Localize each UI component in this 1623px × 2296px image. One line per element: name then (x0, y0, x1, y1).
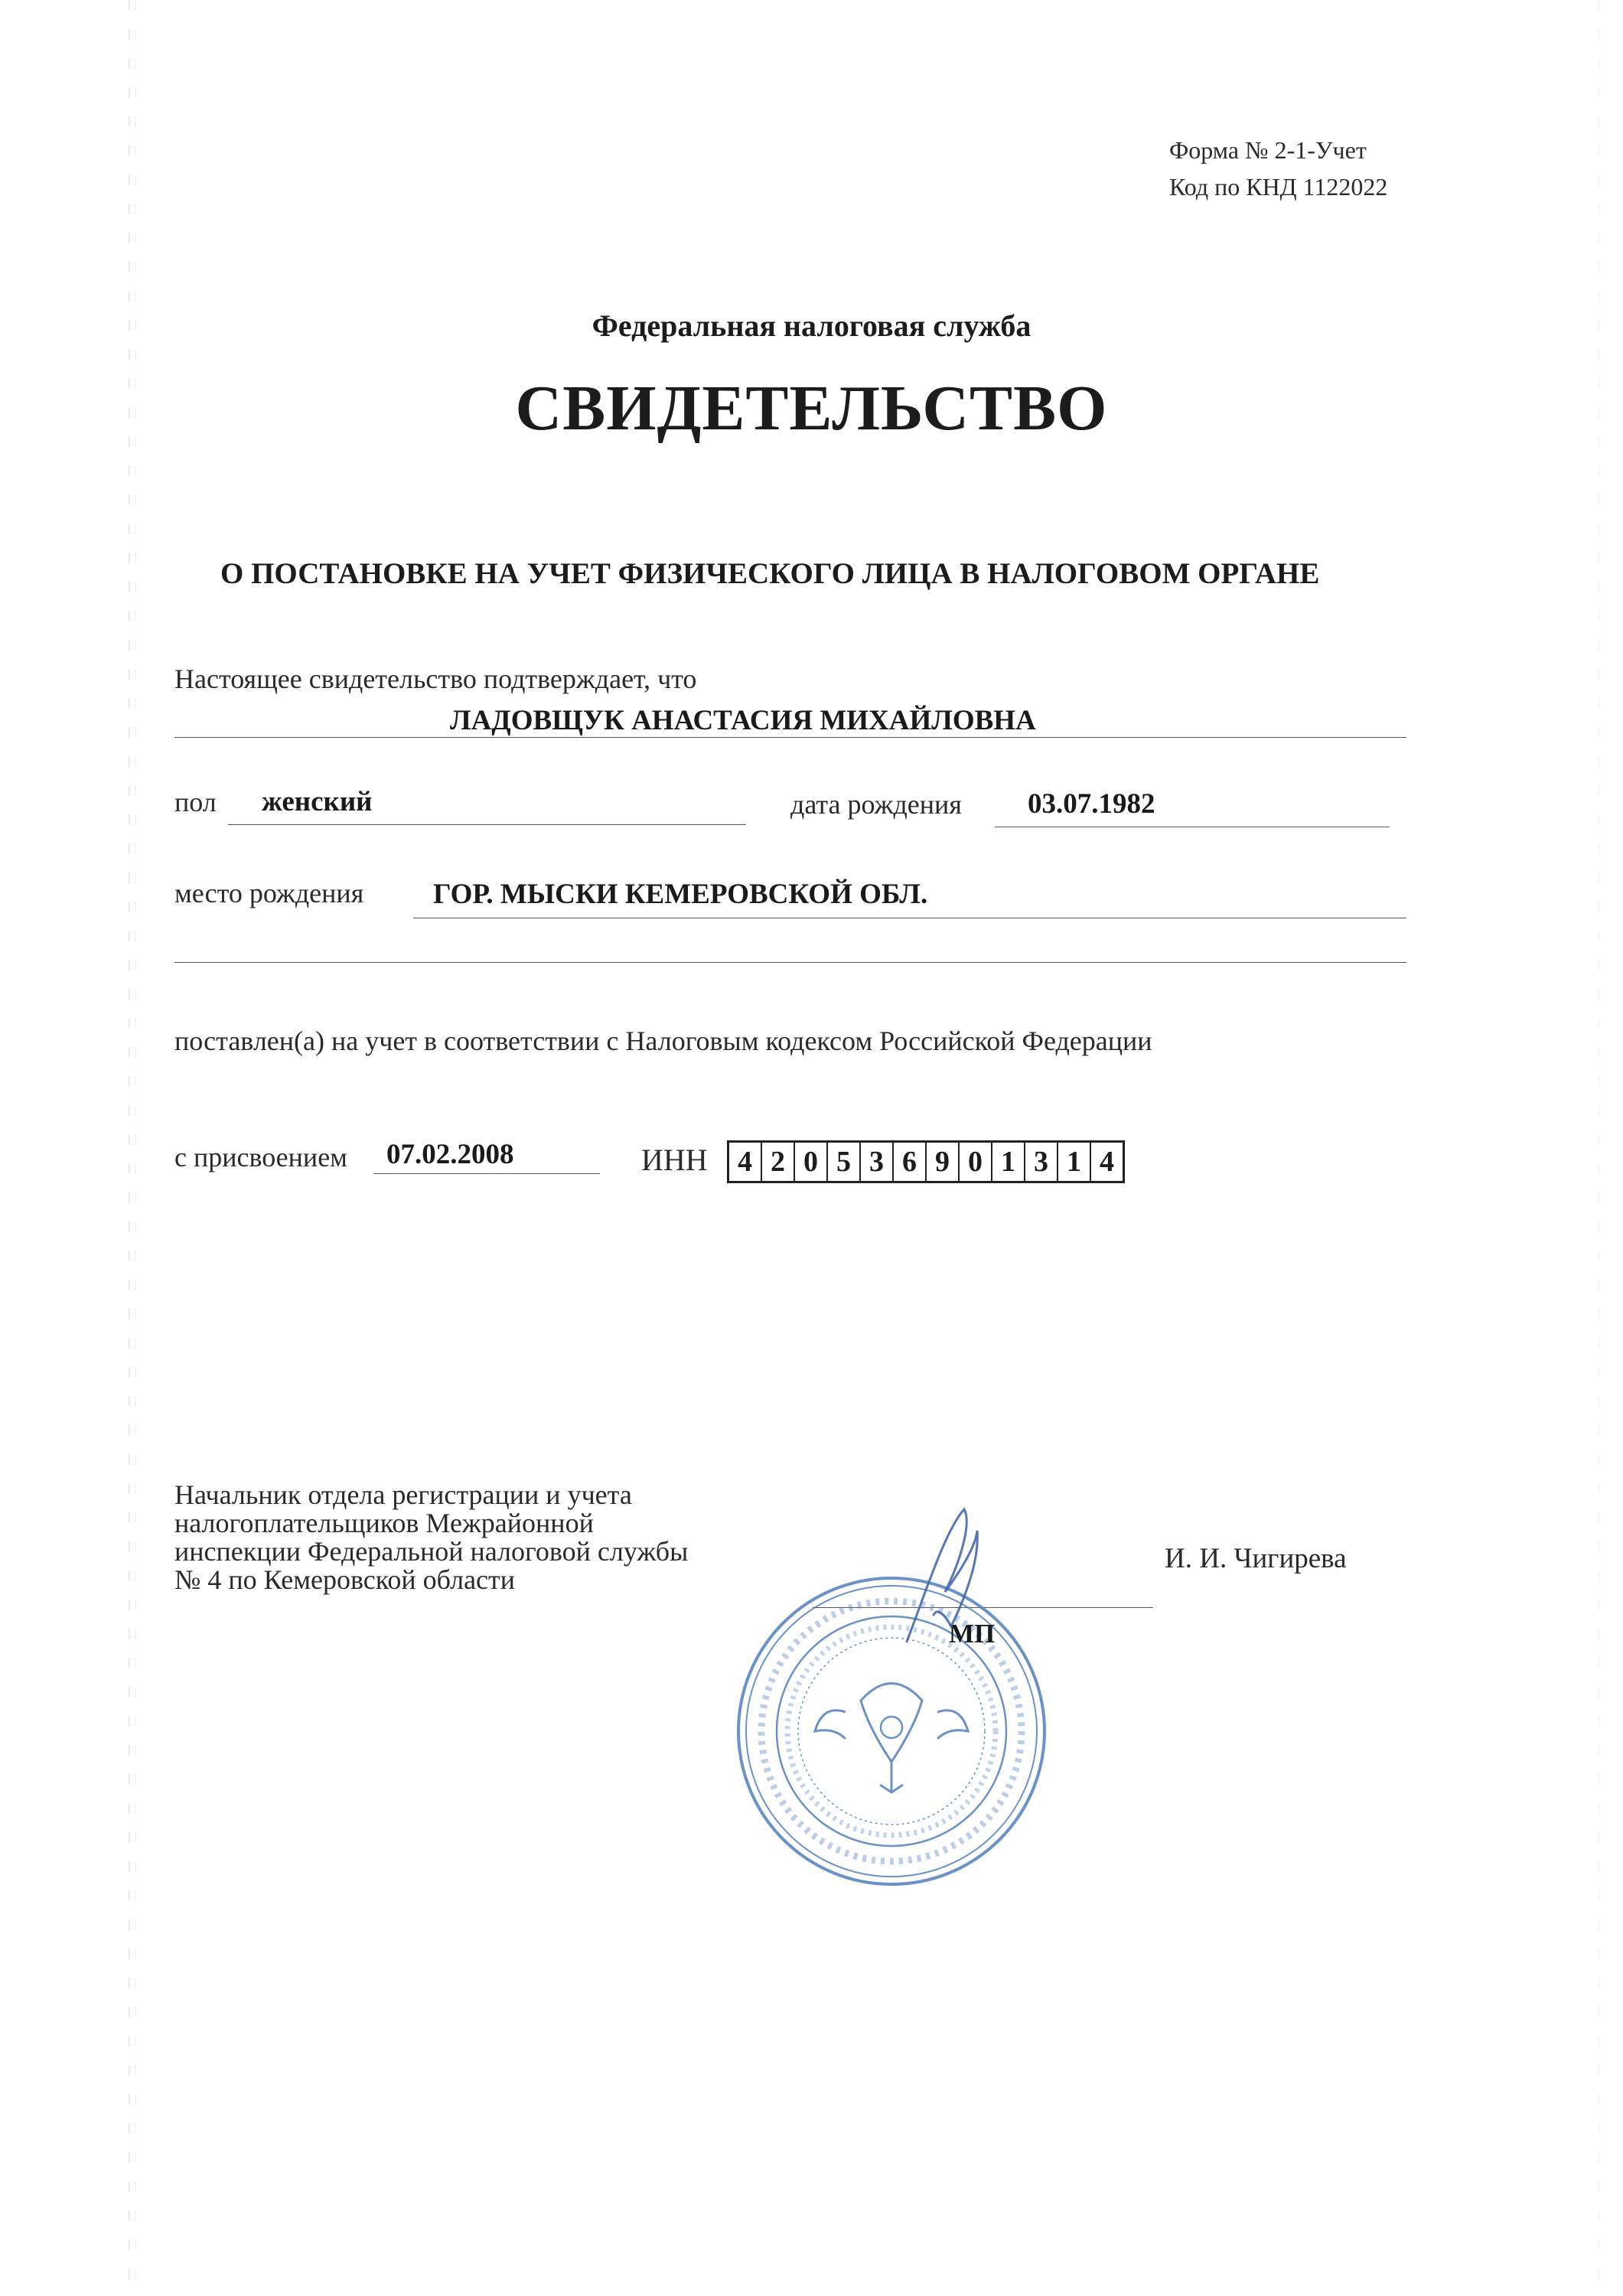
gender-value: женский (262, 786, 373, 817)
scan-streak (129, 0, 130, 2296)
gender-label: пол (174, 787, 217, 817)
inn-digit-10: 3 (1025, 1143, 1058, 1181)
inn-digit-9: 1 (992, 1143, 1025, 1181)
knd-code: Код по КНД 1122022 (1169, 173, 1388, 201)
inn-digit-1: 4 (729, 1143, 762, 1181)
gender-underline (228, 824, 746, 825)
signatory-position-line: инспекции Федеральной налоговой службы (174, 1536, 689, 1567)
assignment-date: 07.02.2008 (386, 1139, 514, 1170)
name-underline (174, 737, 1406, 738)
stamp-place: МП (949, 1619, 996, 1649)
inn-digit-6: 6 (894, 1143, 927, 1181)
inn-digit-8: 0 (960, 1143, 992, 1181)
signatory-name: И. И. Чигирева (1165, 1543, 1347, 1574)
inn-label: ИНН (641, 1143, 708, 1177)
signatory-position-line: № 4 по Кемеровской области (174, 1564, 516, 1595)
assignment-label: с присвоением (174, 1142, 347, 1172)
form-code (1169, 132, 1387, 205)
inn-digit-3: 0 (795, 1143, 828, 1181)
signatory-position-line: налогоплательщиков Межрайонной (174, 1508, 594, 1538)
inn-digit-7: 9 (927, 1143, 960, 1181)
signatory-position-line: Начальник отдела регистрации и учета (174, 1479, 632, 1510)
signatory-position (174, 1481, 688, 1594)
inn-digit-4: 5 (828, 1143, 861, 1181)
assignment-underline (373, 1173, 600, 1174)
birth-place-underline-2 (174, 962, 1406, 963)
registration-text: поставлен(а) на учет в соответствии с Налоговым кодексом Российской Федерации (174, 1026, 1152, 1056)
inn-digit-11: 1 (1058, 1143, 1091, 1181)
birth-place-label: место рождения (174, 878, 364, 908)
inn-digits (727, 1140, 1125, 1183)
document-title: СВИДЕТЕЛЬСТВО (515, 373, 1108, 444)
person-full-name: ЛАДОВЩУК АНАСТАСИЯ МИХАЙЛОВНА (450, 705, 1036, 736)
agency-name: Федеральная налоговая служба (592, 308, 1031, 343)
inn-digit-2: 2 (762, 1143, 795, 1181)
form-number: Форма № 2-1-Учет (1169, 136, 1367, 164)
birth-date-label: дата рождения (790, 789, 962, 820)
intro-text: Настоящее свидетельство подтверждает, что (174, 664, 697, 694)
scan-streak (1598, 0, 1599, 2296)
birth-place-value: ГОР. МЫСКИ КЕМЕРОВСКОЙ ОБЛ. (433, 879, 928, 910)
birth-date-value: 03.07.1982 (1028, 788, 1155, 820)
inn-digit-12: 4 (1100, 1146, 1114, 1178)
signature-icon (891, 1500, 991, 1653)
inn-digit-5: 3 (861, 1143, 894, 1181)
document-subtitle: О ПОСТАНОВКЕ НА УЧЕТ ФИЗИЧЕСКОГО ЛИЦА В НАЛОГОВОМ ОРГАНЕ (220, 557, 1320, 590)
scan-streak (135, 0, 136, 2296)
